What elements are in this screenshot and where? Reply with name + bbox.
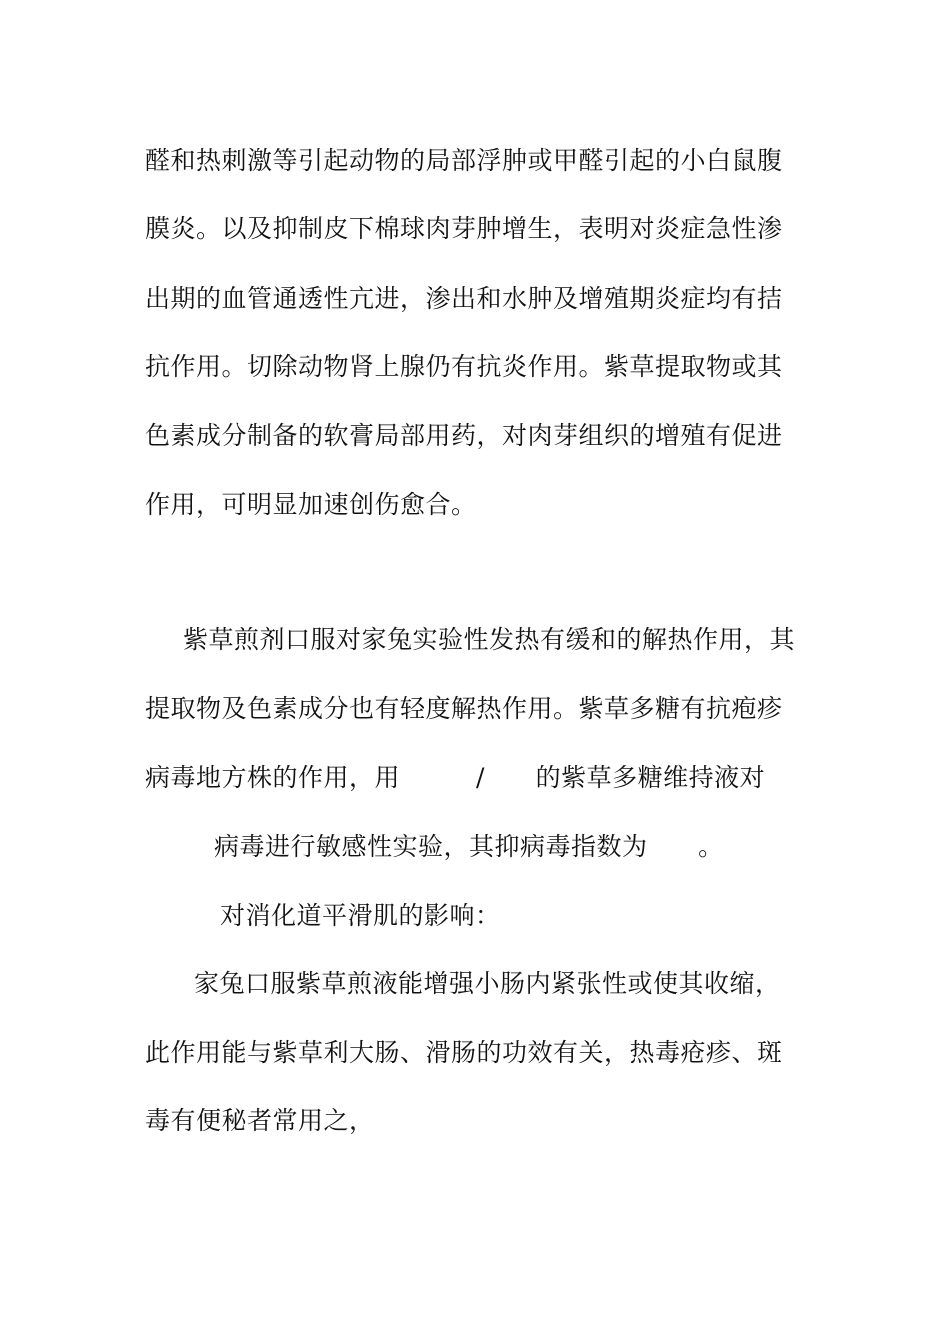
text-line: 出期的血管通透性亢进，渗出和水肿及增殖期炎症均有拮 xyxy=(145,284,783,313)
section-heading: 对消化道平滑肌的影响： xyxy=(220,901,501,930)
text-line: 紫草煎剂口服对家兔实验性发热有缓和的解热作用，其 xyxy=(183,625,796,654)
text-line: 毒有便秘者常用之， xyxy=(145,1106,375,1135)
text-line: 作用，可明显加速创伤愈合。 xyxy=(145,490,477,519)
text-line: 色素成分制备的软膏局部用药，对肉芽组织的增殖有促进 xyxy=(145,421,783,450)
text-line: 家兔口服紫草煎液能增强小肠内紧张性或使其收缩， xyxy=(194,969,781,998)
text-line: 此作用能与紫草利大肠、滑肠的功效有关，热毒疮疹、斑 xyxy=(145,1038,783,1067)
text-line: 抗作用。切除动物肾上腺仍有抗炎作用。紫草提取物或其 xyxy=(145,352,783,381)
text-line: 病毒地方株的作用，用 / 的紫草多糖维持液对 xyxy=(145,763,766,792)
text-line: 膜炎。以及抑制皮下棉球肉芽肿增生，表明对炎症急性渗 xyxy=(145,214,783,243)
text-line: 提取物及色素成分也有轻度解热作用。紫草多糖有抗疱疹 xyxy=(145,694,783,723)
text-line: 醛和热刺激等引起动物的局部浮肿或甲醛引起的小白鼠腹 xyxy=(145,146,783,175)
text-line: 病毒进行敏感性实验，其抑病毒指数为 。 xyxy=(214,832,724,861)
